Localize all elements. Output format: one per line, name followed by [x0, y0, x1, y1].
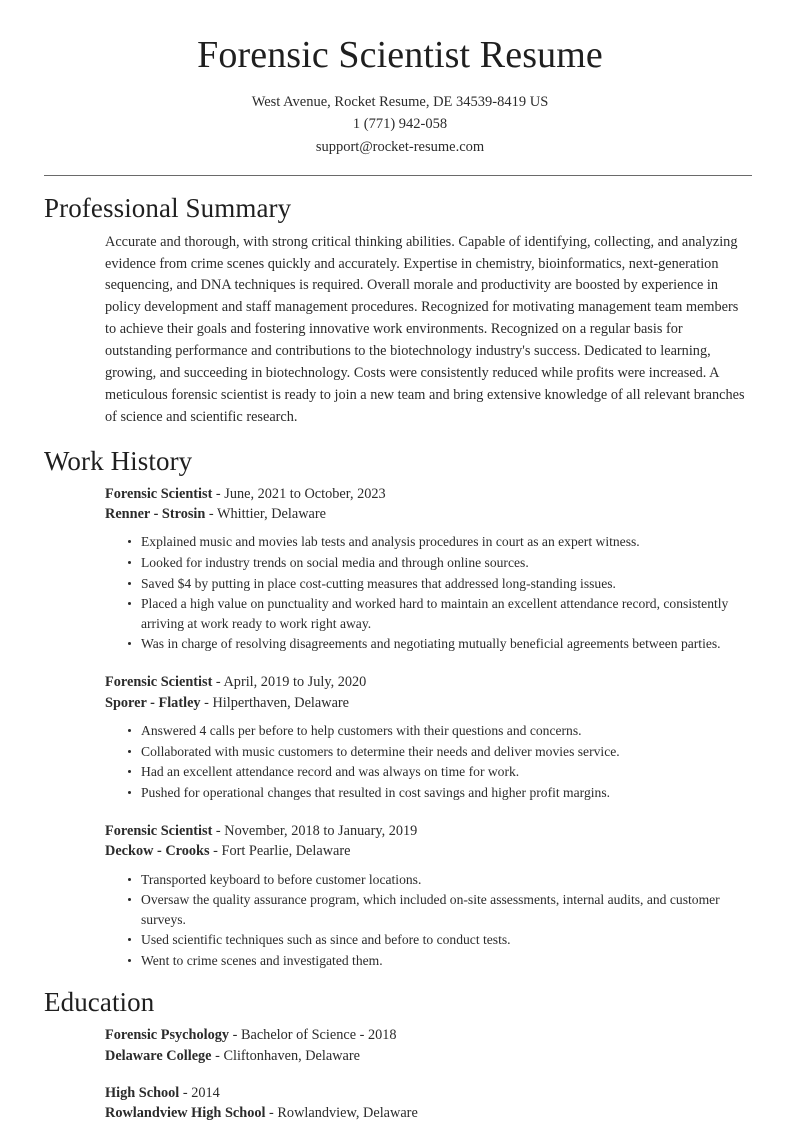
work-bullet-list — [105, 721, 752, 802]
education-school: Rowlandview High School — [105, 1105, 266, 1122]
education-location: - Cliftonhaven, Delaware — [211, 1047, 361, 1064]
work-entry — [105, 821, 752, 970]
work-entry-title-line — [105, 821, 752, 841]
contact-phone: 1 (771) 942-058 — [352, 116, 448, 133]
work-location: - Fort Pearlie, Delaware — [209, 843, 351, 860]
list-item: Transported keyboard to before customer locations. — [128, 870, 752, 889]
work-job-title: Forensic Scientist — [105, 485, 213, 502]
education-school-line — [105, 1046, 752, 1066]
work-dates: - November, 2018 to January, 2019 — [212, 823, 418, 840]
professional-summary-section — [0, 192, 800, 428]
work-history-section — [0, 445, 800, 971]
list-item: Went to crime scenes and investigated them. — [128, 951, 752, 970]
list-item: Explained music and movies lab tests and analysis procedures in court as an expert witness. — [128, 532, 752, 551]
contact-address: West Avenue, Rocket Resume, DE 34539-8419 US — [251, 93, 549, 110]
summary-body — [44, 232, 752, 429]
education-school-line — [105, 1103, 752, 1123]
list-item: Oversaw the quality assurance program, which included on-site assessments, internal audits, and customer surveys. — [128, 890, 752, 928]
work-entry — [105, 672, 752, 802]
list-item: Placed a high value on punctuality and worked hard to maintain an excellent attendance record, consistently arriving at work ready to work right away. — [128, 594, 752, 632]
work-entry-company-line — [105, 693, 752, 713]
work-company: Deckow - Crooks — [105, 843, 210, 860]
work-entry-company-line — [105, 841, 752, 861]
work-job-title: Forensic Scientist — [105, 823, 213, 840]
education-school: Delaware College — [105, 1047, 212, 1064]
list-item: Was in charge of resolving disagreements and negotiating mutually beneficial agreements between parties. — [128, 634, 752, 653]
contact-email: support@rocket-resume.com — [315, 138, 485, 155]
section-heading-education: Education — [44, 987, 155, 1018]
education-location: - Rowlandview, Delaware — [265, 1105, 418, 1122]
list-item: Looked for industry trends on social media and through online sources. — [128, 553, 752, 572]
list-item: Answered 4 calls per before to help customers with their questions and concerns. — [128, 721, 752, 740]
work-bullet-list — [105, 532, 752, 653]
work-entry-company-line — [105, 504, 752, 524]
work-location: - Whittier, Delaware — [205, 506, 326, 523]
education-program: High School — [105, 1085, 180, 1101]
work-entry-title-line — [105, 672, 752, 692]
resume-header — [0, 0, 800, 158]
education-program: Forensic Psychology — [105, 1027, 230, 1044]
work-location: - Hilperthaven, Delaware — [200, 694, 350, 711]
work-entry-title-line — [105, 484, 752, 504]
work-history-body — [44, 484, 752, 970]
work-dates: - June, 2021 to October, 2023 — [212, 485, 386, 502]
section-heading-work-history: Work History — [44, 445, 193, 476]
education-body — [44, 1025, 752, 1123]
list-item: Collaborated with music customers to determine their needs and deliver movies service. — [128, 742, 752, 761]
work-entry — [105, 484, 752, 654]
education-degree: - Bachelor of Science - 2018 — [229, 1027, 397, 1044]
work-company: Renner - Strosin — [105, 506, 206, 523]
list-item: Saved $4 by putting in place cost-cutting measures that addressed long-standing issues. — [128, 574, 752, 593]
education-entry — [105, 1025, 752, 1066]
education-program-line — [105, 1025, 752, 1045]
header-divider — [44, 175, 752, 176]
education-entry — [105, 1083, 752, 1124]
work-company: Sporer - Flatley — [105, 694, 201, 711]
list-item: Had an excellent attendance record and was always on time for work. — [128, 762, 752, 781]
education-section — [0, 986, 800, 1124]
list-item: Pushed for operational changes that resulted in cost savings and higher profit margins. — [128, 783, 752, 802]
work-dates: - April, 2019 to July, 2020 — [212, 674, 367, 691]
education-degree: - 2014 — [179, 1085, 220, 1101]
work-bullet-list — [105, 870, 752, 970]
summary-paragraph: Accurate and thorough, with strong critical thinking abilities. Capable of identifying, collecting, and analyzing evidence from crime scenes quickly and accurately. Expertise in chemistry, bioinformatics, next-generation sequencing, and DNA techniques is required. Overall morale and productivity are boosted by experience in policy development and staff management procedures. Recognized for motivating management team members to achieve their goals and fostering innovative work environments. Recognized on a regular basis for outstanding performance and contributions to the biotechnology industry's success. Dedicated to learning, growing, and succeeding in biotechnology. Costs were consistently reduced while profits were increased. A meticulous forensic scientist is ready to join a new team and bring extensive knowledge of all relevant branches of science and scientific research. — [105, 233, 745, 425]
section-heading-summary: Professional Summary — [44, 193, 292, 224]
list-item: Used scientific techniques such as since and before to conduct tests. — [128, 930, 752, 949]
work-job-title: Forensic Scientist — [105, 674, 213, 691]
page-title: Forensic Scientist Resume — [197, 34, 603, 76]
education-program-line — [105, 1083, 752, 1103]
